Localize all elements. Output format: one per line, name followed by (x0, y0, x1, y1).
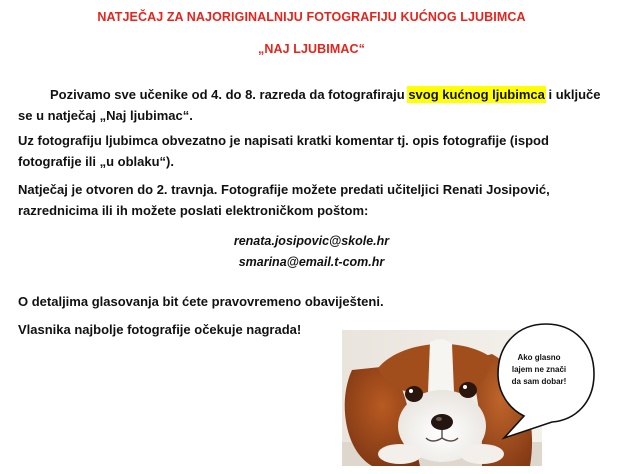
highlighted-phrase: svog kućnog ljubimca (408, 87, 545, 102)
voting-info-paragraph: O detaljima glasovanja bit ćete pravovremeno obaviješteni. (18, 294, 384, 309)
deadline-paragraph: Natječaj je otvoren do 2. travnja. Fotografije možete predati učiteljici Renati Josipović, razrednicima ili ih možete poslati elektroničkom poštom: (18, 182, 550, 218)
invitation-text-start: Pozivamo sve učenike od 4. do 8. razreda da fotografiraju (50, 87, 409, 102)
comment-requirement-paragraph: Uz fotografiju ljubimca obvezatno je napisati kratki komentar tj. opis fotografije (ispod fotografije ili „u oblaku“). (18, 133, 549, 169)
speech-bubble-text: Ako glasno lajem ne znači da sam dobar! (511, 353, 567, 386)
contest-title: NATJEČAJ ZA NAJORIGINALNIJU FOTOGRAFIJU KUĆNOG LJUBIMCA (97, 10, 526, 24)
contest-subtitle: „NAJ LJUBIMAC“ (258, 42, 365, 56)
invitation-text-end: i uključe se u natječaj „Naj ljubimac“. (18, 87, 601, 123)
prize-paragraph: Vlasnika najbolje fotografije očekuje nagrada! (18, 322, 302, 337)
invitation-paragraph (18, 84, 610, 126)
email-address-2[interactable]: smarina@email.t-com.hr (238, 255, 385, 269)
email-address-1[interactable]: renata.josipovic@skole.hr (233, 234, 390, 248)
